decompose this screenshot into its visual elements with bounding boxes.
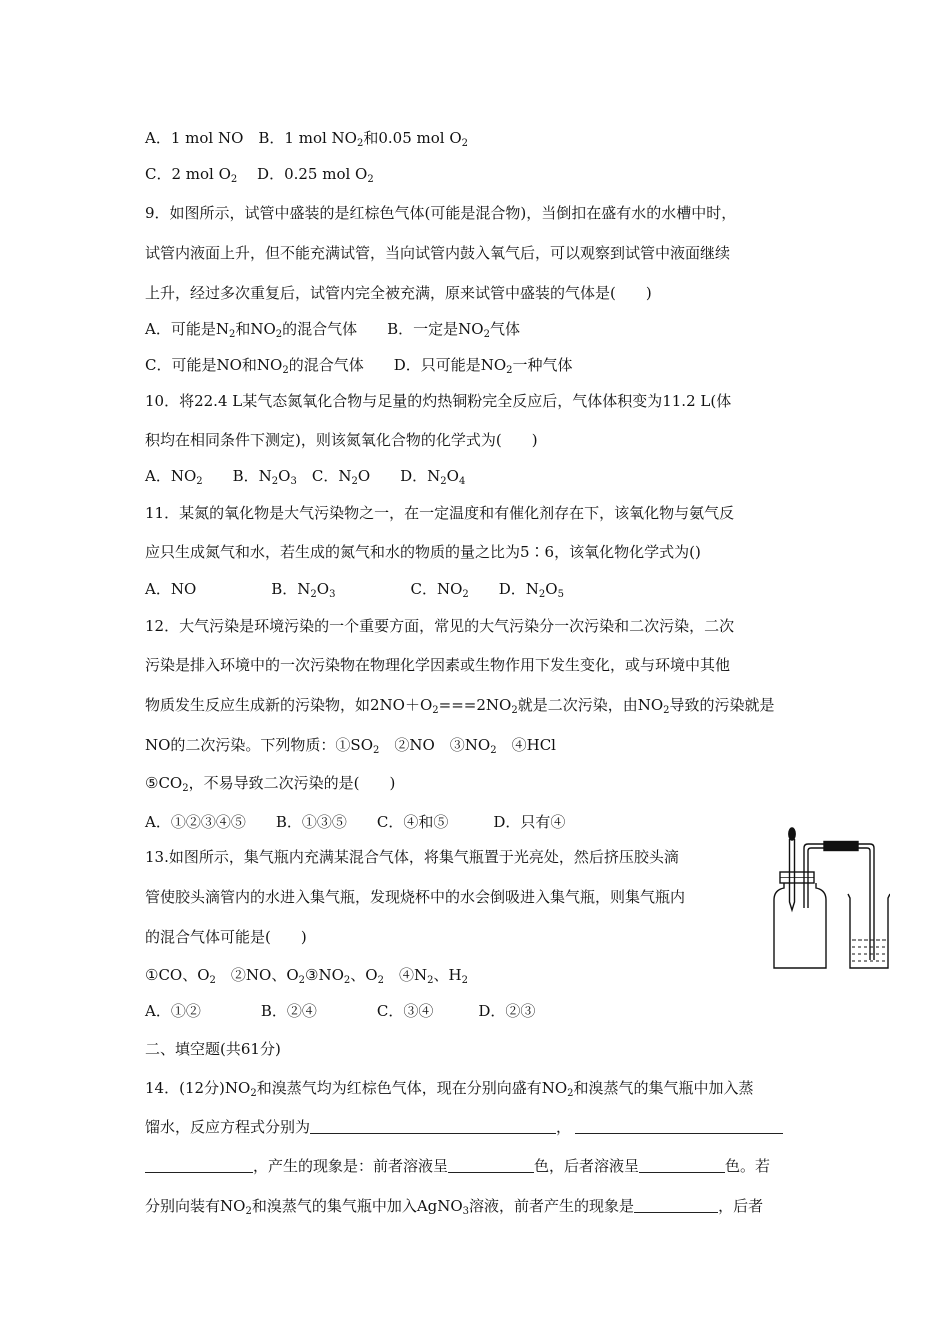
q9-stem-line1: 9．如图所示，试管中盛装的是红棕色气体(可能是混合物)，当倒扣在盛有水的水槽中时， (145, 204, 737, 222)
q12-stem-line3: 物质发生反应生成新的污染物，如$2NO+O_2===2NO_2$就是二次污染，由$NO_2$导致的污染就是 (145, 696, 775, 716)
q9-options-ab: A．可能是$N_2$和$NO_2$的混合气体 B．一定是$NO_2$气体 (145, 320, 520, 340)
answer-blank[interactable] (145, 1158, 253, 1173)
q14-stem-line2 (145, 1117, 783, 1137)
q14-text: ，后者 (718, 1197, 764, 1215)
dropper-bulb (789, 828, 795, 840)
q14-stem-line3 (145, 1156, 770, 1176)
q12-stem-line4: NO的二次污染。下列物质：$①SO_2$ ②NO $③NO_2$ ④HCl (145, 736, 556, 756)
answer-blank[interactable] (448, 1158, 534, 1173)
q11-stem-line2: 应只生成氮气和水，若生成的氮气和水的物质的量之比为5∶6，该氧化物化学式为() (145, 543, 701, 561)
q13-options: A．①② B．②④ C．③④ D．②③ (145, 1002, 536, 1020)
q12-stem-line5: $⑤CO_2$，不易导致二次污染的是( ) (145, 774, 396, 794)
q14-stem-line1: 14．(12分)$NO_2$和溴蒸气均为红棕色气体，现在分别向盛有$NO_2$和溴蒸气的集气瓶中加入蒸 (145, 1079, 754, 1099)
section-fill-in-heading: 二、填空题(共61分) (145, 1040, 281, 1058)
gas-bottle-beaker-figure (770, 822, 890, 972)
gas-bottle (774, 883, 826, 968)
q13-stem-line3: 的混合气体可能是( ) (145, 928, 307, 946)
q12-stem-line2: 污染是排入环境中的一次污染物在物理化学因素或生物作用下发生变化，或与环境中其他 (145, 656, 731, 674)
connecting-tube (804, 844, 874, 960)
q10-stem-line2: 积均在相同条件下测定)，则该氮氧化合物的化学式为( ) (145, 431, 538, 449)
q14-text: 色。若 (725, 1157, 771, 1175)
q14-text: 馏水，反应方程式分别为 (145, 1118, 311, 1136)
q9-stem-line2: 试管内液面上升，但不能充满试管，当向试管内鼓入氧气后，可以观察到试管中液面继续 (145, 244, 731, 262)
q8-options-ab: A．1 mol NO B．1 mol $NO_2$和0.05 mol $O_2$ (145, 129, 469, 149)
answer-blank[interactable] (634, 1198, 718, 1213)
answer-blank[interactable] (575, 1119, 783, 1134)
q10-stem-line1: 10．将22.4 L某气态氮氧化合物与足量的灼热铜粉完全反应后，气体体积变为11.2 L(体 (145, 392, 732, 410)
q14-text: ，产生的现象是：前者溶液呈 (253, 1157, 449, 1175)
dropper-tube (790, 839, 795, 910)
q13-choices: ①CO、$O_2$ ②NO、$O_2③NO_2$、$O_2$ $④N_2$、$H_2$ (145, 966, 468, 986)
q11-stem-line1: 11．某氮的氧化物是大气污染物之一，在一定温度和有催化剂存在下，该氧化物与氨气反 (145, 504, 735, 522)
water-surface (852, 940, 886, 961)
answer-blank[interactable] (639, 1158, 725, 1173)
q12-options: A．①②③④⑤ B．①③⑤ C．④和⑤ D．只有④ (145, 813, 566, 831)
q9-stem-line3: 上升，经过多次重复后，试管内完全被充满，原来试管中盛装的气体是( ) (145, 284, 652, 302)
q8-options-cd: C．2 mol $O_2$ D．0.25 mol $O_2$ (145, 165, 374, 185)
q14-stem-line4 (145, 1196, 763, 1216)
beaker (848, 894, 890, 968)
q11-options: A．NO B．$N_2O_3$ C．$NO_2$ D．$N_2O_5$ (145, 580, 564, 600)
q13-stem-line2: 管使胶头滴管内的水进入集气瓶，发现烧杯中的水会倒吸进入集气瓶，则集气瓶内 (145, 888, 686, 906)
q14-text: 分别向装有$NO_2$和溴蒸气的集气瓶中加入AgNO$_3$溶液，前者产生的现象是 (145, 1197, 635, 1217)
rubber-joint (824, 842, 858, 851)
q9-options-cd: C．可能是NO和$NO_2$的混合气体 D．只可能是$NO_2$一种气体 (145, 356, 573, 376)
q10-options: A．$NO_2$ B．$N_2O_3$ C．$N_2O$ D．$N_2O_4$ (145, 467, 466, 487)
q14-text: ， (556, 1118, 572, 1136)
q13-stem-line1: 13.如图所示，集气瓶内充满某混合气体，将集气瓶置于光亮处，然后挤压胶头滴 (145, 848, 679, 866)
q12-stem-line1: 12．大气污染是环境污染的一个重要方面，常见的大气污染分一次污染和二次污染，二次 (145, 617, 735, 635)
answer-blank[interactable] (310, 1119, 556, 1134)
q14-text: 色，后者溶液呈 (534, 1157, 640, 1175)
